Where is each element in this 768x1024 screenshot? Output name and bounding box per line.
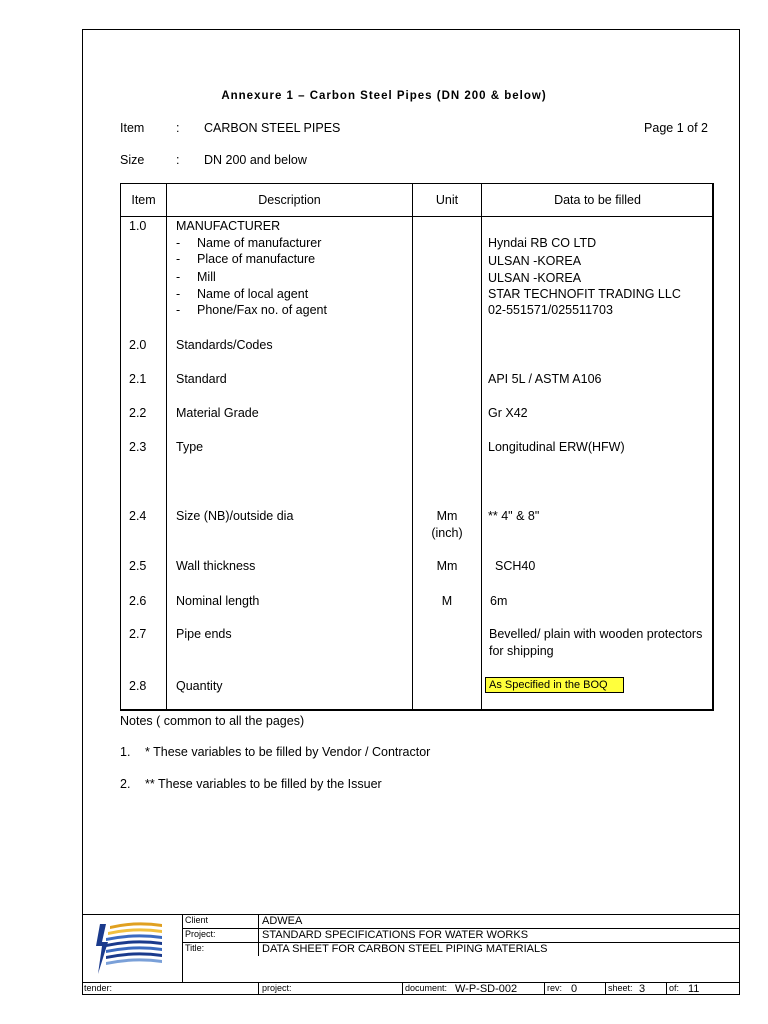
manufacturer-dash: - — [176, 303, 181, 317]
size-colon: : — [176, 153, 180, 167]
manufacturer-heading: MANUFACTURER — [176, 219, 281, 233]
row-description: Size (NB)/outside dia — [176, 509, 294, 523]
header-unit: Unit — [435, 193, 459, 207]
project-number-label: project: — [262, 983, 292, 993]
note-number: 2. — [120, 777, 131, 791]
header-divider — [120, 216, 714, 217]
row-item: 2.6 — [129, 594, 147, 608]
notes-heading: Notes ( common to all the pages) — [120, 714, 305, 728]
client-value: ADWEA — [262, 915, 303, 927]
client-label: Client — [185, 915, 209, 925]
item-label: Item — [120, 121, 145, 135]
sheet-value: 3 — [639, 983, 646, 995]
column-divider — [166, 183, 167, 711]
row-description: Wall thickness — [176, 559, 256, 573]
document-label: document: — [405, 983, 448, 993]
footer-divider — [402, 982, 403, 995]
project-value: STANDARD SPECIFICATIONS FOR WATER WORKS — [262, 929, 529, 941]
row-description: Standard — [176, 372, 227, 386]
size-value: DN 200 and below — [204, 153, 307, 167]
manufacturer-dash: - — [176, 287, 181, 301]
manufacturer-item: 1.0 — [129, 219, 147, 233]
footer-divider — [258, 982, 259, 995]
row-unit: Mm — [436, 559, 458, 573]
row-value: Longitudinal ERW(HFW) — [488, 440, 625, 454]
title-label: Title: — [185, 943, 205, 953]
size-label: Size — [120, 153, 145, 167]
agent-phone-label: Phone/Fax no. of agent — [197, 303, 327, 317]
project-label: Project: — [185, 929, 216, 939]
rev-value: 0 — [571, 983, 578, 995]
item-colon: : — [176, 121, 180, 135]
footer-top-line — [82, 914, 740, 915]
row-item: 2.1 — [129, 372, 147, 386]
row-unit: Mm — [436, 509, 458, 523]
header-item: Item — [131, 193, 156, 207]
footer-divider — [182, 914, 183, 982]
row-value: Bevelled/ plain with wooden protectors — [489, 627, 703, 641]
row-description: Standards/Codes — [176, 338, 273, 352]
place-of-manufacture-label: Place of manufacture — [197, 252, 316, 266]
column-divider — [412, 183, 413, 711]
note-number: 1. — [120, 745, 131, 759]
manufacturer-dash: - — [176, 252, 181, 266]
manufacturer-name-label: Name of manufacturer — [197, 236, 322, 250]
row-value-continued: for shipping — [489, 644, 554, 658]
row-description: Type — [176, 440, 204, 454]
footer-divider — [544, 982, 545, 995]
row-item: 2.5 — [129, 559, 147, 573]
row-value: Gr X42 — [488, 406, 528, 420]
row-item: 2.0 — [129, 338, 147, 352]
row-description: Material Grade — [176, 406, 259, 420]
of-value: 11 — [688, 983, 700, 995]
footer-divider — [666, 982, 667, 995]
header-description: Description — [258, 193, 321, 207]
item-value: CARBON STEEL PIPES — [204, 121, 341, 135]
quantity-highlight: As Specified in the BOQ — [485, 677, 624, 693]
row-description: Quantity — [176, 679, 223, 693]
page-info: Page 1 of 2 — [644, 121, 708, 135]
row-description: Nominal length — [176, 594, 260, 608]
sheet-label: sheet: — [608, 983, 633, 993]
row-value: 6m — [490, 594, 508, 608]
local-agent-value: STAR TECHNOFIT TRADING LLC — [488, 287, 681, 301]
footer-divider — [258, 914, 259, 956]
tender-label: tender: — [84, 983, 113, 993]
manufacturer-name-value: Hyndai RB CO LTD — [488, 236, 597, 250]
local-agent-label: Name of local agent — [197, 287, 309, 301]
note-text: * These variables to be filled by Vendor / Contractor — [145, 745, 431, 759]
row-item: 2.4 — [129, 509, 147, 523]
agent-phone-value: 02-551571/025511703 — [488, 303, 613, 317]
document-title: Annexure 1 – Carbon Steel Pipes (DN 200 & below) — [221, 90, 547, 102]
row-item: 2.3 — [129, 440, 147, 454]
row-value: ** 4" & 8" — [488, 509, 540, 523]
row-item: 2.2 — [129, 406, 147, 420]
column-divider — [481, 183, 482, 711]
adwea-logo — [90, 918, 174, 978]
note-text: ** These variables to be filled by the Issuer — [145, 777, 382, 791]
mill-label: Mill — [197, 270, 216, 284]
header-data: Data to be filled — [554, 193, 641, 207]
place-of-manufacture-value: ULSAN -KOREA — [488, 254, 582, 268]
row-value: API 5L / ASTM A106 — [488, 372, 602, 386]
title-value: DATA SHEET FOR CARBON STEEL PIPING MATERIALS — [262, 943, 548, 955]
manufacturer-dash: - — [176, 236, 181, 250]
row-description: Pipe ends — [176, 627, 232, 641]
of-label: of: — [669, 983, 680, 993]
footer-divider — [605, 982, 606, 995]
row-item: 2.7 — [129, 627, 147, 641]
row-unit: M — [441, 594, 453, 608]
row-value: SCH40 — [495, 559, 536, 573]
mill-value: ULSAN -KOREA — [488, 271, 582, 285]
row-item: 2.8 — [129, 679, 147, 693]
manufacturer-dash: - — [176, 270, 181, 284]
rev-label: rev: — [547, 983, 563, 993]
document-value: W-P-SD-002 — [455, 983, 518, 995]
row-unit-secondary: (inch) — [431, 526, 463, 540]
